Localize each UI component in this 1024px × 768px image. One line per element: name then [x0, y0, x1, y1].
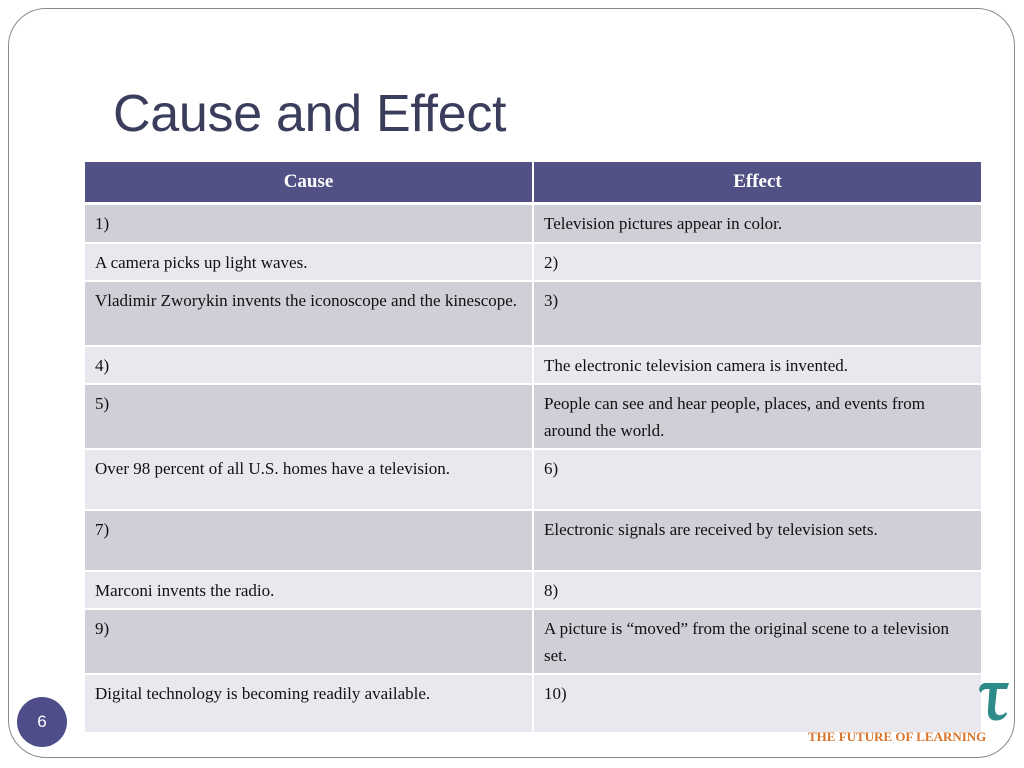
brand-tagline: THE FUTURE OF LEARNING [808, 729, 987, 744]
effect-cell: 10) [533, 674, 981, 733]
page-number: 6 [37, 712, 47, 731]
table-row [85, 243, 981, 281]
cause-cell: Vladimir Zworykin invents the iconoscope and the kinescope. [85, 281, 533, 346]
header-effect: Effect [533, 162, 981, 204]
cause-cell: 7) [85, 510, 533, 571]
page-number-badge [17, 697, 67, 747]
cause-cell: 1) [85, 204, 533, 243]
effect-cell: Electronic signals are received by television sets. [533, 510, 981, 571]
cause-cell: 5) [85, 384, 533, 449]
cause-cell: Over 98 percent of all U.S. homes have a television. [85, 449, 533, 510]
table-row [85, 571, 981, 609]
table-row [85, 674, 981, 733]
header-cause: Cause [85, 162, 533, 204]
table-header-row [85, 162, 981, 204]
table-row [85, 449, 981, 510]
table-row [85, 204, 981, 243]
effect-cell: People can see and hear people, places, and events from around the world. [533, 384, 981, 449]
effect-cell: The electronic television camera is invented. [533, 346, 981, 384]
tau-icon [976, 676, 1012, 726]
cause-cell: 4) [85, 346, 533, 384]
effect-cell: 3) [533, 281, 981, 346]
effect-cell: Television pictures appear in color. [533, 204, 981, 243]
cause-cell: Marconi invents the radio. [85, 571, 533, 609]
table-row [85, 281, 981, 346]
effect-cell: 2) [533, 243, 981, 281]
slide-title: Cause and Effect [113, 85, 507, 143]
cause-effect-table [85, 162, 981, 734]
cause-cell: A camera picks up light waves. [85, 243, 533, 281]
table-row [85, 346, 981, 384]
table-row [85, 384, 981, 449]
effect-cell: A picture is “moved” from the original scene to a television set. [533, 609, 981, 674]
cause-cell: Digital technology is becoming readily available. [85, 674, 533, 733]
table-row [85, 510, 981, 571]
effect-cell: 8) [533, 571, 981, 609]
cause-cell: 9) [85, 609, 533, 674]
table-row [85, 609, 981, 674]
effect-cell: 6) [533, 449, 981, 510]
